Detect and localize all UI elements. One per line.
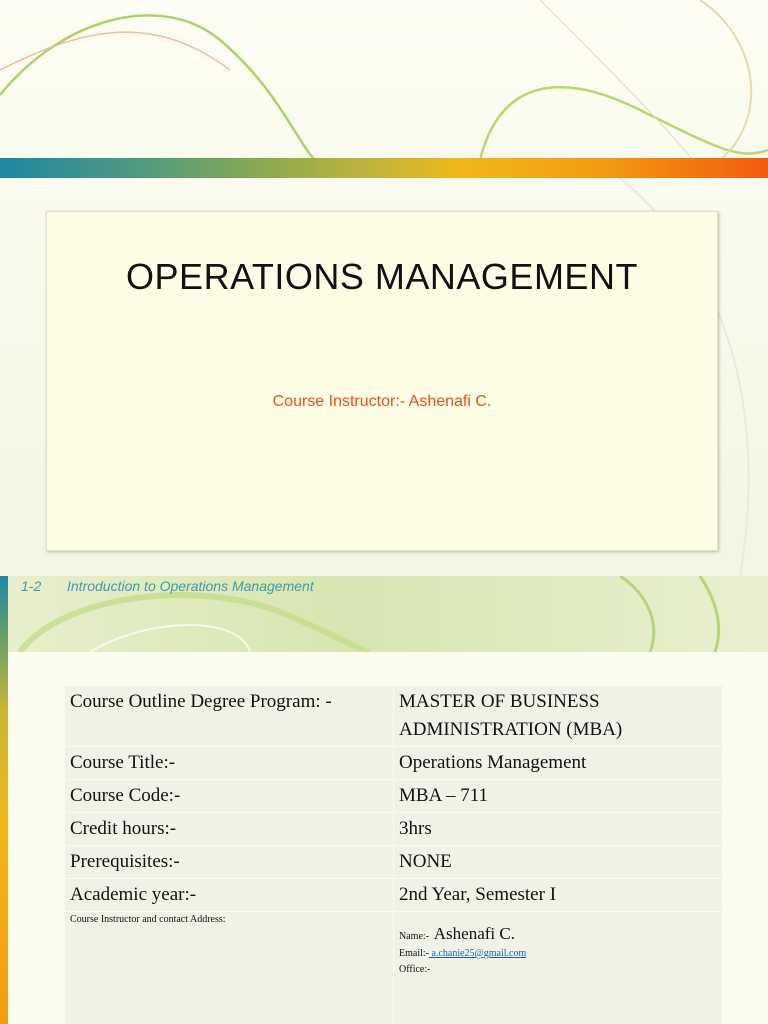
course-instructor: Course Instructor:- Ashenafi C. [272,393,492,410]
table-row-contact [65,912,723,1024]
row-label: Course Code:- [65,780,394,813]
slide-number: 1-2 [21,578,42,594]
email-line [399,948,717,960]
contact-details-cell [394,912,723,1024]
title-box [46,211,718,551]
row-label: Credit hours:- [65,813,394,846]
row-value: MASTER OF BUSINESS ADMINISTRATION (MBA) [394,686,723,747]
row-value: MBA – 711 [394,780,723,813]
left-color-strip [0,576,8,1024]
table-row [65,846,723,879]
table-row [65,813,723,846]
row-label: Academic year:- [65,879,394,912]
course-outline-table [64,685,723,1024]
row-value: NONE [394,846,723,879]
row-value: 2nd Year, Semester I [394,879,723,912]
table-row [65,747,723,780]
color-band [0,158,768,178]
table-row [65,780,723,813]
instructor-name: Ashenafi C. [433,924,515,943]
table-row [65,686,723,747]
contact-name-line [399,914,717,948]
row-label: Course Title:- [65,747,394,780]
slide-header [0,576,768,652]
course-outline-slide [0,576,768,1024]
email-label: Email:- [399,948,429,959]
row-label: Course Outline Degree Program: - [65,686,394,747]
slide-title: OPERATIONS MANAGEMENT [126,256,638,297]
contact-label-cell [65,912,394,1024]
table-row [65,879,723,912]
contact-label: Course Instructor and contact Address: [70,914,226,925]
name-label: Name:- [399,931,429,942]
row-value: Operations Management [394,747,723,780]
office-label: Office:- [399,964,431,975]
row-value: 3hrs [394,813,723,846]
email-link[interactable]: a.chanie25@gmail.com [429,948,527,959]
slide-heading: Introduction to Operations Management [67,578,314,594]
row-label: Prerequisites:- [65,846,394,879]
